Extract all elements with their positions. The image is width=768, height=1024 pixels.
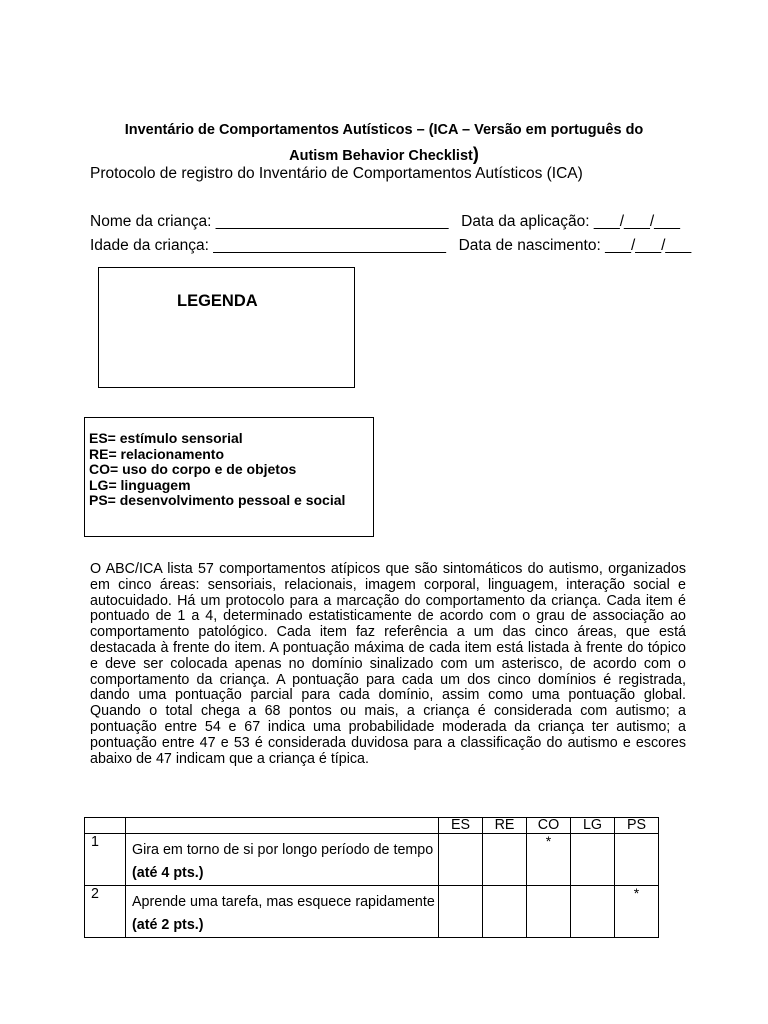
item-description-cell: [126, 834, 439, 886]
header-desc-cell: [126, 818, 439, 834]
document-title: [90, 118, 678, 168]
header-es: ES: [439, 818, 483, 834]
abbreviations-box: [84, 417, 374, 537]
name-date-line: [90, 213, 680, 231]
score-cell-re[interactable]: [483, 834, 527, 886]
description-paragraph: O ABC/ICA lista 57 comportamentos atípicos que são sintomáticos do autismo, organizados em cinco áreas: sensoriais, relacionais, imagem corporal, linguagem, interação social e autocuidado. Há um protocolo para a marcação do comportamento da criança. Cada item é pontuado de 1 a 4, determinado estatisticamente de acordo com o grau de associação ao comportamento patológico. Cada item faz referência a um das cinco áreas, que está destacada à frente do item. A pontuação máxima de cada item está listada à frente do tópico e deve ser colocada apenas no domínio sinalizado com um asterisco, de acordo com o comportamento da criança. A pontuação para cada um dos cinco domínios é registrada, dando uma pontuação parcial para cada domínio, assim como uma pontuação global. Quando o total chega a 68 pontos ou mais, a criança é considerada com autismo; a pontuação entre 54 e 67 indica uma probabilidade moderada da criança ter autismo; a pontuação entre 47 e 53 é considerada duvidosa para a classificação do autismo e escores abaixo de 47 indicam que a criança é típica.: [90, 561, 686, 767]
title-line-1: Inventário de Comportamentos Autísticos – (ICA – Versão em português do: [124, 122, 644, 138]
checklist-table: [84, 817, 659, 938]
header-co: CO: [527, 818, 571, 834]
domain-asterisk: *: [545, 833, 552, 849]
abbr-co: CO= uso do corpo e de objetos: [89, 461, 297, 478]
birth-date-field[interactable]: Data de nascimento: ___/___/___: [458, 237, 692, 254]
item-description: Gira em torno de si por longo período de tempo: [132, 842, 434, 858]
item-number: 2: [91, 886, 99, 902]
child-name-field[interactable]: Nome da criança: ___________________________: [90, 213, 449, 230]
abbr-re: RE= relacionamento: [89, 445, 224, 462]
legend-box: [98, 267, 355, 388]
item-points: (até 4 pts.): [132, 865, 204, 881]
score-cell-lg[interactable]: [571, 834, 615, 886]
table-header-row: [85, 818, 659, 834]
header-re: RE: [483, 818, 527, 834]
header-ps: PS: [615, 818, 659, 834]
score-cell-es[interactable]: [439, 886, 483, 938]
score-cell-re[interactable]: [483, 886, 527, 938]
abbr-lg: LG= linguagem: [89, 476, 191, 493]
score-cell-lg[interactable]: [571, 886, 615, 938]
abbr-ps: PS= desenvolvimento pessoal e social: [89, 492, 346, 509]
item-description: Aprende uma tarefa, mas esquece rapidamente: [132, 894, 435, 910]
age-birthdate-line: [90, 237, 691, 255]
abbr-es: ES= estímulo sensorial: [89, 430, 243, 446]
header-num-cell: [85, 818, 126, 834]
domain-asterisk: *: [633, 885, 640, 901]
title-line-2: Autism Behavior Checklist: [289, 148, 473, 164]
title-close-paren: ): [472, 144, 479, 164]
table-row: [85, 834, 659, 886]
child-age-field[interactable]: Idade da criança: ___________________________: [90, 237, 446, 254]
score-cell-es[interactable]: [439, 834, 483, 886]
header-lg: LG: [571, 818, 615, 834]
item-points: (até 2 pts.): [132, 917, 204, 933]
protocol-subtitle: Protocolo de registro do Inventário de Comportamentos Autísticos (ICA): [90, 165, 583, 182]
item-description-cell: [126, 886, 439, 938]
item-number-cell: [85, 886, 126, 938]
table-row: [85, 886, 659, 938]
score-cell-ps[interactable]: [615, 886, 659, 938]
legend-title: LEGENDA: [177, 292, 258, 310]
application-date-field[interactable]: Data da aplicação: ___/___/___: [461, 213, 681, 230]
score-cell-co[interactable]: [527, 886, 571, 938]
score-cell-co[interactable]: [527, 834, 571, 886]
score-cell-ps[interactable]: [615, 834, 659, 886]
item-number-cell: [85, 834, 126, 886]
item-number: 1: [91, 834, 99, 850]
